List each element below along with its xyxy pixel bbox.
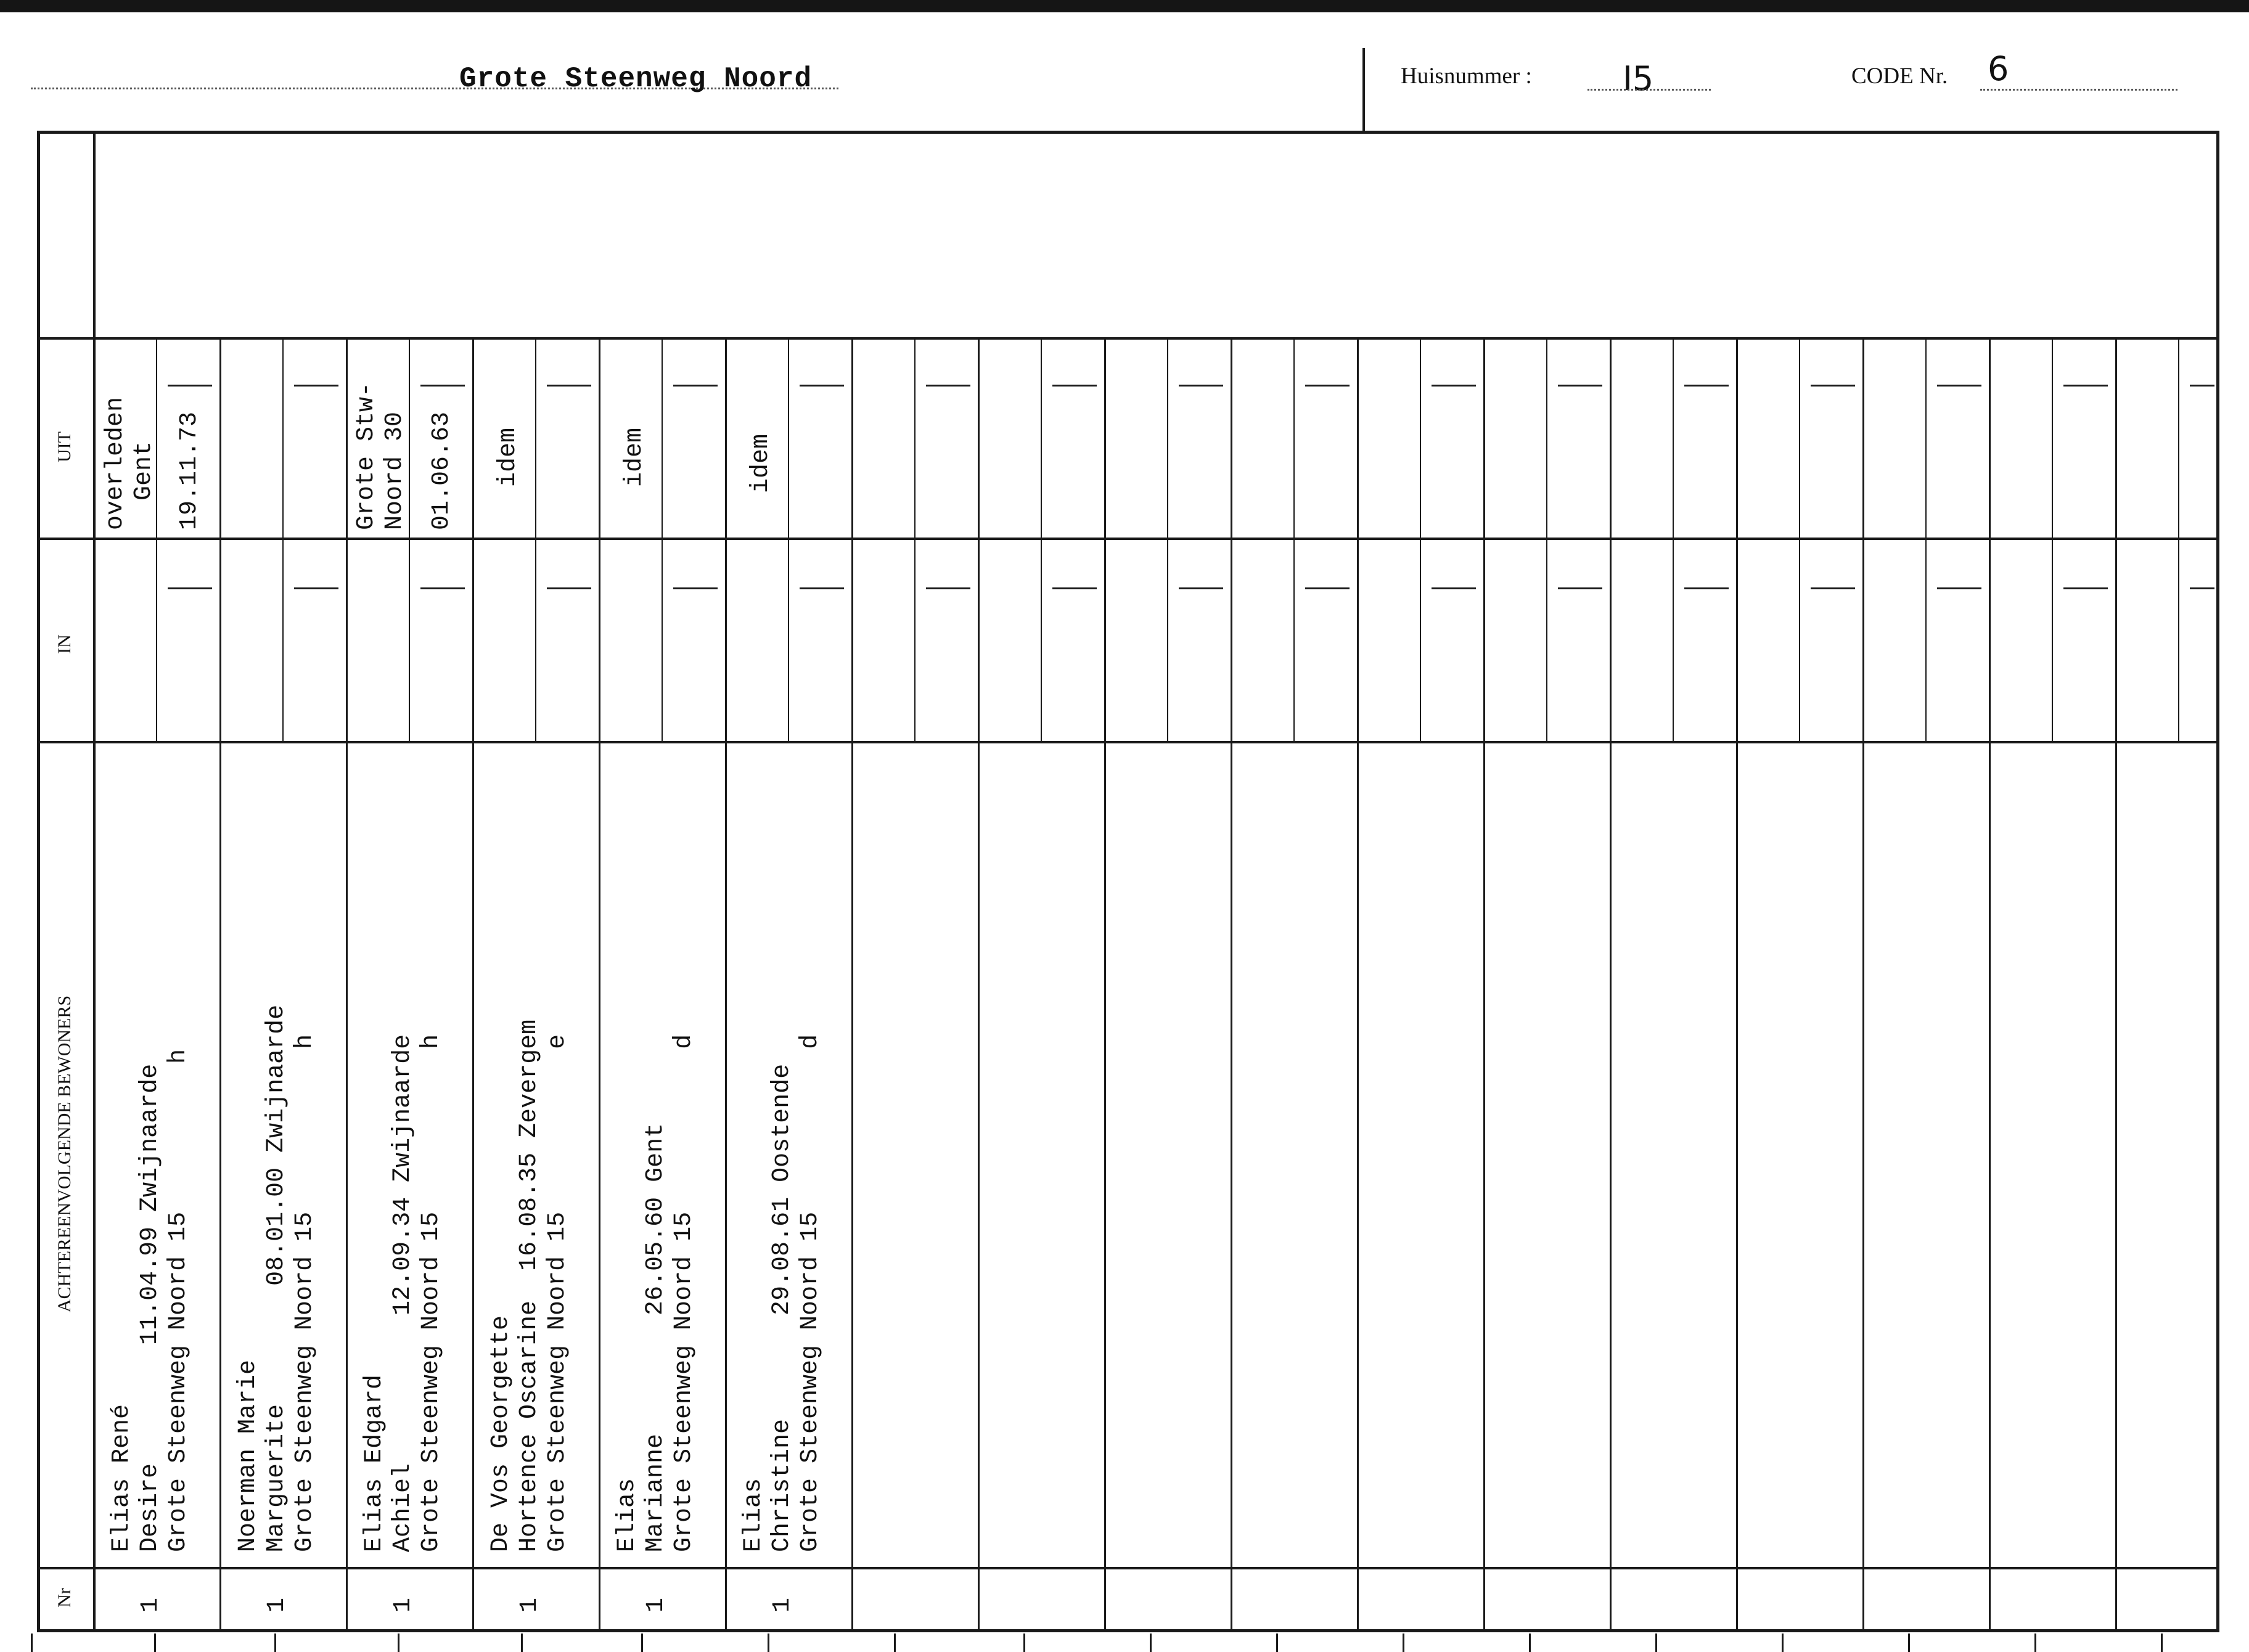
empty-dash [1179, 587, 1223, 589]
sub-column-divider [2052, 337, 2053, 741]
scan-top-border [0, 0, 2249, 12]
row-label-in: IN [54, 634, 75, 654]
bottom-tick [1023, 1634, 1025, 1652]
column-divider [1610, 337, 1612, 1629]
column-divider [1104, 337, 1106, 1629]
empty-dash [1432, 385, 1476, 386]
departure-destination: idem [621, 427, 649, 487]
departure-destination: Grote Stw- Noord 30 [353, 382, 409, 530]
sub-column-divider [1799, 337, 1800, 741]
column-divider [1989, 337, 1991, 1629]
sub-column-divider [1546, 337, 1547, 741]
departure-destination: idem [494, 427, 522, 487]
bottom-tick [274, 1634, 276, 1652]
bottom-tick [894, 1634, 896, 1652]
sub-column-divider [1420, 337, 1421, 741]
departure-date: 19.11.73 [176, 411, 203, 530]
empty-dash [547, 587, 591, 589]
bottom-tick [154, 1634, 156, 1652]
empty-dash [2063, 385, 2108, 386]
resident-entry: Noerman Marie Marguerite 08.01.00 Zwijnaarde Grote Steenweg Noord 15 h [234, 1004, 319, 1552]
bottom-edge-ticks [0, 1632, 2249, 1652]
house-number-value: I5 [1623, 59, 1654, 98]
empty-dash [1305, 385, 1350, 386]
code-value: 6 [1988, 49, 2009, 88]
house-number-dotted-line [1587, 89, 1711, 91]
house-number-label: Huisnummer : [1401, 63, 1532, 89]
bottom-tick [398, 1634, 399, 1652]
resident-entry: Elias Christine 29.08.61 Oostende Grote Steenweg Noord 15 d [740, 1034, 824, 1552]
empty-dash [1052, 587, 1097, 589]
departure-destination: idem [747, 433, 775, 493]
column-divider [2115, 337, 2117, 1629]
empty-dash [294, 385, 338, 386]
empty-dash [1558, 587, 1602, 589]
sub-column-divider [788, 337, 789, 741]
empty-dash [420, 587, 465, 589]
bottom-tick [1529, 1634, 1531, 1652]
row-divider [40, 741, 2216, 743]
empty-dash [168, 385, 212, 386]
empty-dash [1684, 587, 1729, 589]
column-divider [978, 337, 980, 1629]
label-column-divider [93, 134, 96, 1629]
empty-dash [800, 587, 844, 589]
empty-dash [1937, 587, 1981, 589]
empty-dash [420, 385, 465, 386]
street-name: Grote Steenweg Noord [459, 63, 813, 95]
empty-dash [1432, 587, 1476, 589]
column-divider [1862, 337, 1864, 1629]
empty-dash [1052, 385, 1097, 386]
empty-dash [673, 587, 718, 589]
bottom-tick [2161, 1634, 2163, 1652]
empty-dash [168, 587, 212, 589]
bottom-tick [1403, 1634, 1404, 1652]
empty-dash [2190, 587, 2214, 589]
empty-dash [926, 385, 970, 386]
sub-column-divider [1293, 337, 1295, 741]
empty-dash [1558, 385, 1602, 386]
bottom-tick [1655, 1634, 1657, 1652]
column-divider [346, 337, 348, 1629]
column-divider [1357, 337, 1359, 1629]
empty-dash [673, 385, 718, 386]
entry-nr: 1 [642, 1597, 670, 1613]
empty-dash [800, 385, 844, 386]
column-divider [851, 337, 853, 1629]
empty-dash [1811, 587, 1855, 589]
column-divider [1736, 337, 1738, 1629]
column-divider [599, 337, 600, 1629]
entry-nr: 1 [390, 1597, 417, 1613]
bottom-tick [2034, 1634, 2036, 1652]
bottom-tick [768, 1634, 769, 1652]
row-label-residents: ACHTEREENVOLGENDE BEWONERS [54, 995, 75, 1313]
resident-entry: Elias René Desire 11.04.99 Zwijnaarde Grote Steenweg Noord 15 h [108, 1049, 192, 1552]
column-divider [472, 337, 474, 1629]
bottom-tick [641, 1634, 643, 1652]
bottom-tick [521, 1634, 523, 1652]
code-label: CODE Nr. [1851, 63, 1948, 89]
row-label-uit: UIT [54, 431, 75, 462]
row-divider [40, 1567, 2216, 1569]
column-divider [1483, 337, 1485, 1629]
empty-dash [1937, 385, 1981, 386]
column-divider [219, 337, 221, 1629]
empty-dash [547, 385, 591, 386]
entry-nr: 1 [263, 1597, 291, 1613]
empty-dash [294, 587, 338, 589]
sub-column-divider [914, 337, 916, 741]
bottom-tick [31, 1634, 33, 1652]
entry-nr: 1 [516, 1597, 544, 1613]
empty-dash [1179, 385, 1223, 386]
resident-entry: Elias Edgard Achiel 12.09.34 Zwijnaarde Grote Steenweg Noord 15 h [361, 1034, 445, 1552]
bottom-tick [1782, 1634, 1784, 1652]
sub-column-divider [662, 337, 663, 741]
row-label-nr: Nr [54, 1588, 75, 1608]
empty-dash [2190, 385, 2214, 386]
column-divider [1231, 337, 1232, 1629]
bottom-tick [1276, 1634, 1278, 1652]
sub-column-divider [1925, 337, 1927, 741]
empty-dash [926, 587, 970, 589]
resident-entry: Elias Marianne 26.05.60 Gent Grote Steenweg Noord 15 d [613, 1034, 698, 1552]
sub-column-divider [1167, 337, 1168, 741]
empty-dash [1811, 385, 1855, 386]
sub-column-divider [282, 337, 284, 741]
code-dotted-line [1980, 89, 2177, 91]
resident-entry: De Vos Georgette Hortence Oscarine 16.08.35 Zevergem Grote Steenweg Noord 15 e [487, 1019, 571, 1552]
departure-destination: overleden Gent [102, 396, 158, 530]
row-divider [40, 337, 2216, 340]
column-divider [725, 337, 727, 1629]
header-separator [1362, 48, 1365, 131]
empty-dash [1305, 587, 1350, 589]
row-divider [40, 538, 2216, 540]
empty-dash [1684, 385, 1729, 386]
empty-dash [2063, 587, 2108, 589]
sub-column-divider [535, 337, 536, 741]
sub-column-divider [2178, 337, 2179, 741]
entry-nr: 1 [137, 1597, 165, 1613]
entry-nr: 1 [769, 1597, 797, 1613]
sub-column-divider [1041, 337, 1042, 741]
bottom-tick [1908, 1634, 1910, 1652]
departure-date: 01.06.63 [428, 411, 456, 530]
bottom-tick [1150, 1634, 1152, 1652]
sub-column-divider [1673, 337, 1674, 741]
